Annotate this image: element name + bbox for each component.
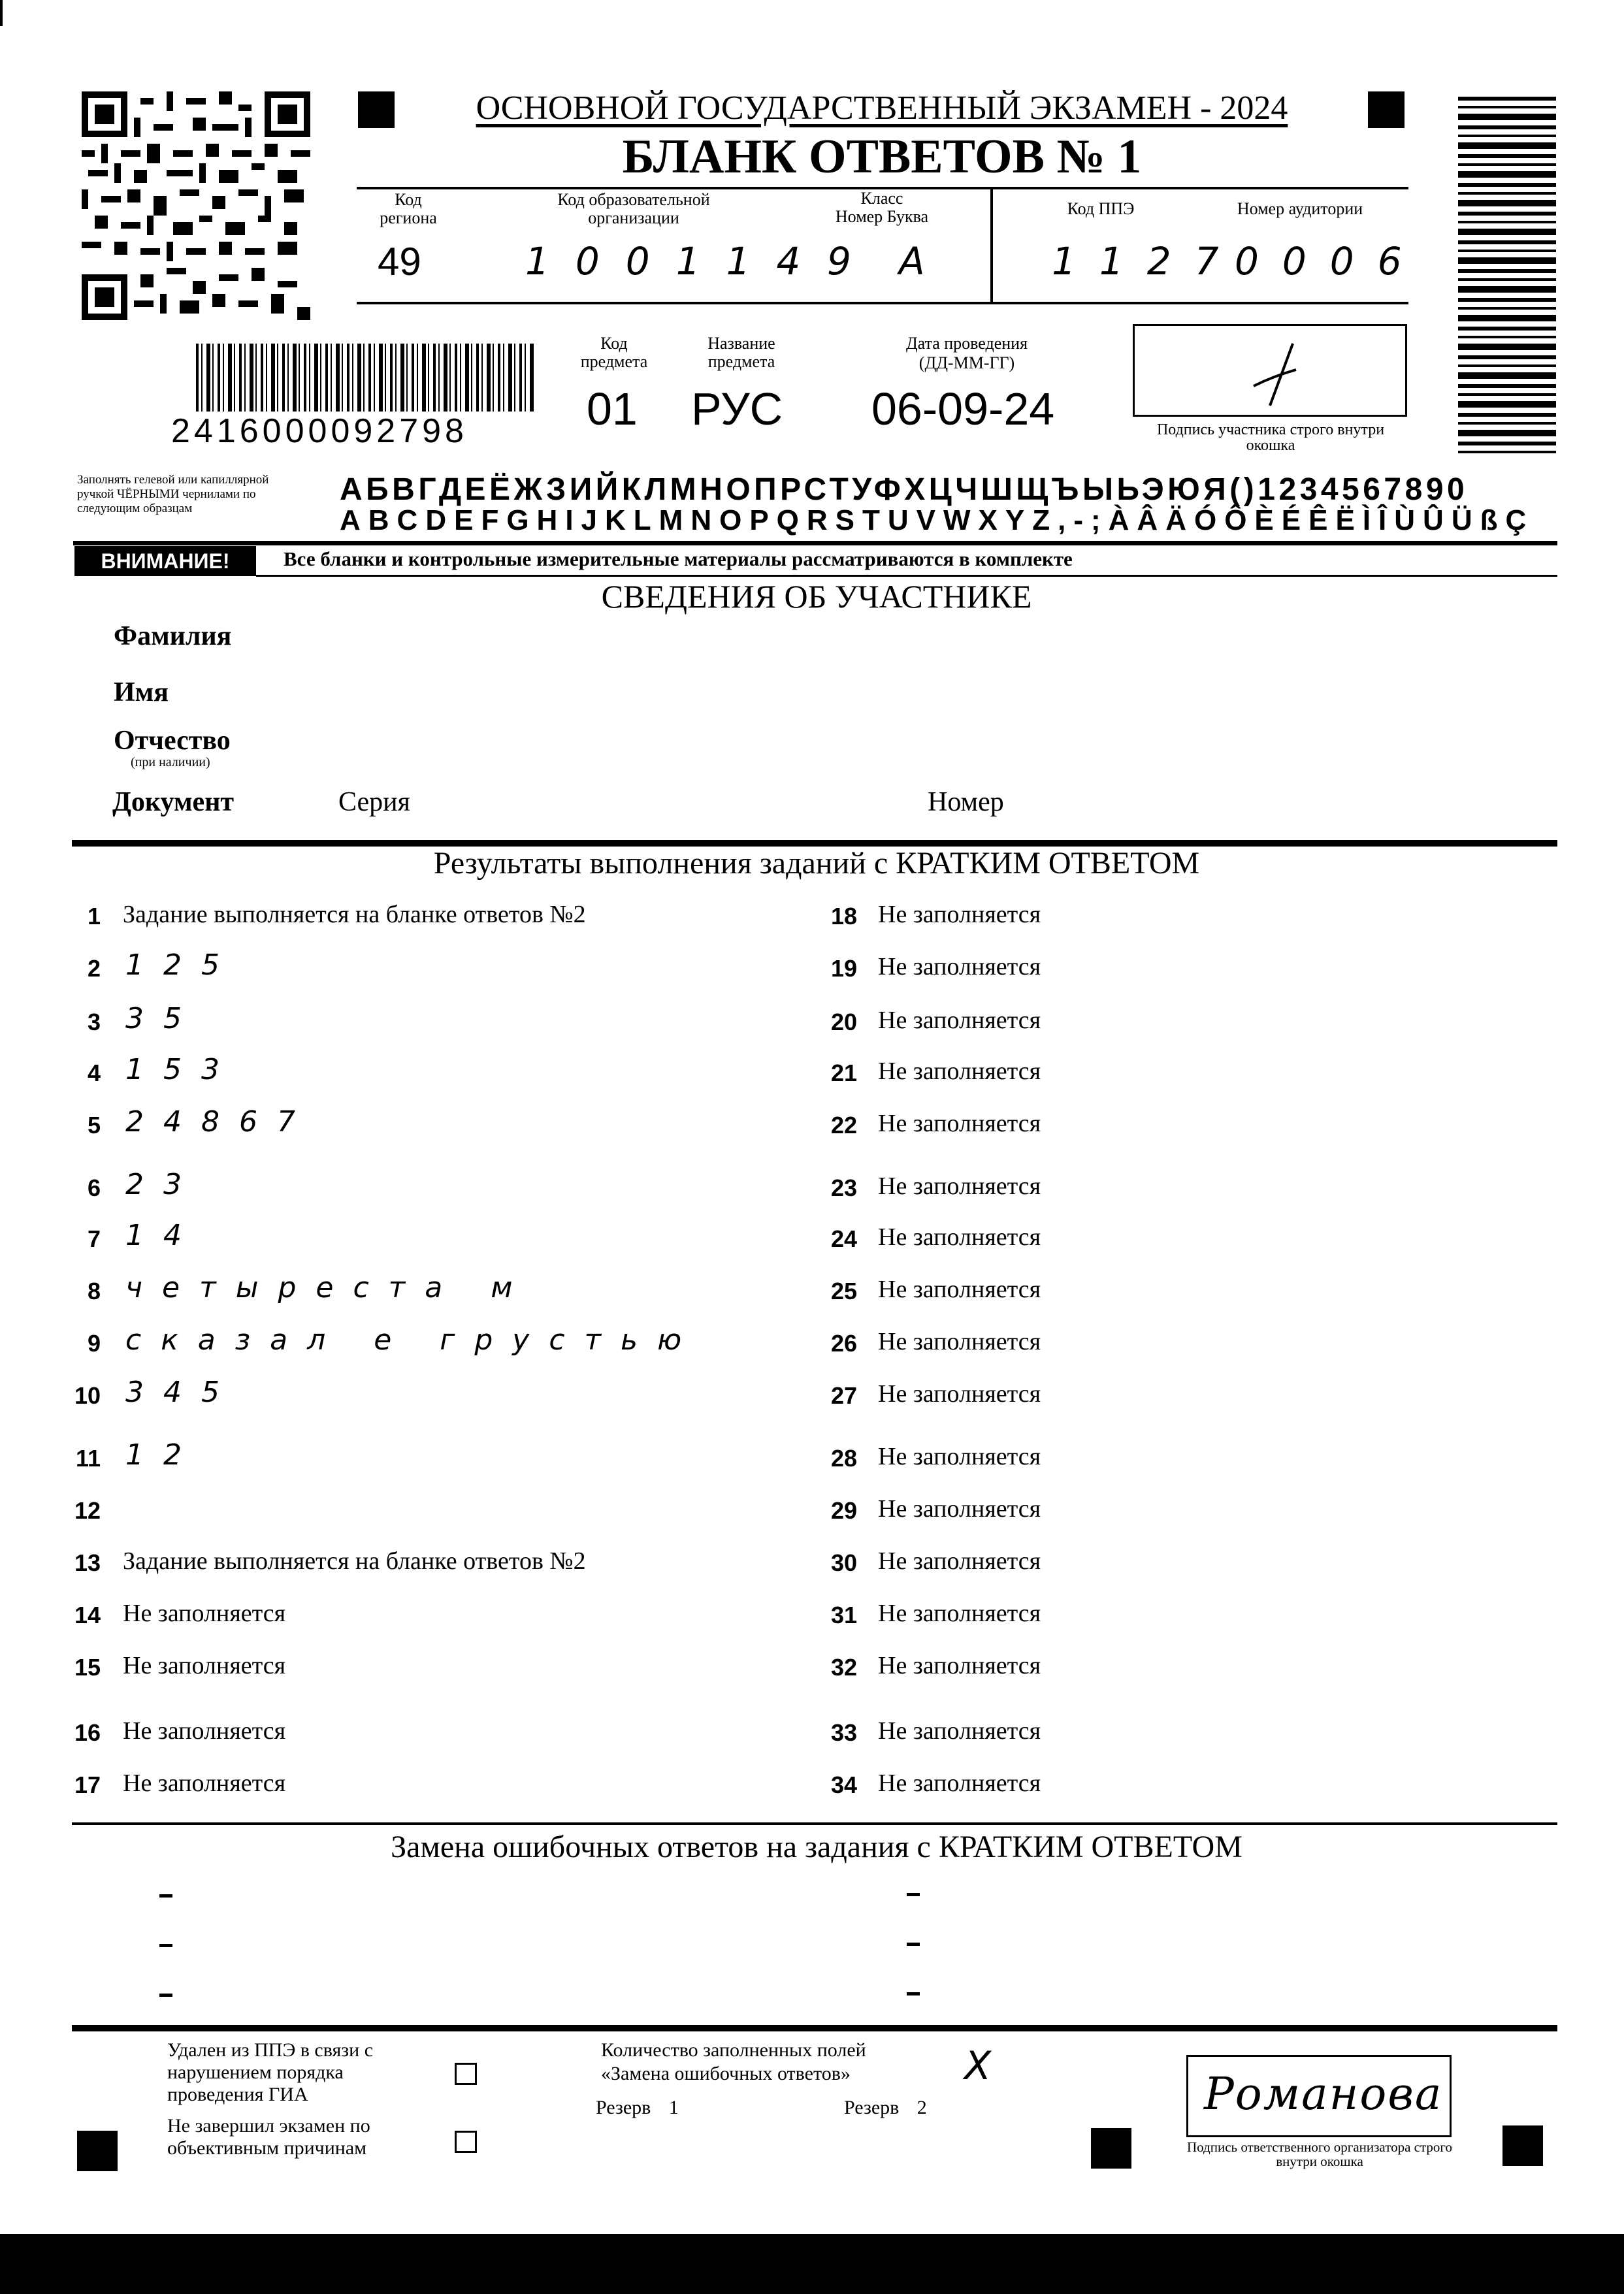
attention-badge: ВНИМАНИЕ! <box>74 546 256 576</box>
task-number: 25 <box>830 1278 857 1304</box>
task-status: Не заполняется <box>123 1652 286 1679</box>
sample-bottom-line <box>73 541 1557 545</box>
surname-label: Фамилия <box>114 621 232 651</box>
removed-label: Удален из ППЭ в связи с нарушением порядка проведения ГИА <box>167 2039 374 2105</box>
task-number: 26 <box>830 1330 857 1357</box>
document-label: Документ <box>112 787 235 817</box>
date-label-1: Дата проведения <box>905 334 1028 353</box>
task-number: 15 <box>74 1654 101 1681</box>
replacement-dash <box>907 1893 920 1896</box>
task-status: Не заполняется <box>878 1495 1041 1523</box>
task-number: 17 <box>74 1771 101 1798</box>
task-status: Не заполняется <box>123 1769 286 1797</box>
task-number: 30 <box>830 1549 857 1576</box>
task-answer: 345 <box>125 1376 239 1409</box>
not-finished-checkbox[interactable] <box>455 2131 477 2153</box>
task-number: 24 <box>830 1225 857 1252</box>
task-number: 1 <box>87 903 101 929</box>
task-status: Не заполняется <box>878 1276 1041 1303</box>
footer-top-line <box>72 2025 1557 2031</box>
task-status: Не заполняется <box>878 1600 1041 1627</box>
task-answer: 12 <box>125 1438 201 1472</box>
replacement-dash <box>159 1994 172 1997</box>
organizer-caption: Подпись ответственного организатора строго внутри окошка <box>1186 2139 1453 2169</box>
task-number: 5 <box>87 1112 101 1139</box>
task-answer: 35 <box>125 1002 201 1035</box>
task-number: 29 <box>830 1497 857 1524</box>
task-answer: 24867 <box>125 1105 315 1139</box>
form-title: БЛАНК ОТВЕТОВ № 1 <box>622 130 1142 184</box>
replacement-dash <box>159 1944 172 1947</box>
task-answer: четыреста м <box>125 1271 532 1304</box>
task-number: 22 <box>830 1112 857 1139</box>
task-status: Задание выполняется на бланке ответов №2 <box>123 1547 586 1575</box>
task-answer: 153 <box>125 1053 239 1086</box>
corner-marker-bottom-left <box>77 2131 118 2171</box>
not-finished-label: Не завершил экзамен по объективным причинам <box>167 2115 370 2159</box>
date-label-2: (ДД-ММ-ГГ) <box>918 353 1015 372</box>
ppe-label: Код ППЭ <box>1067 199 1135 218</box>
task-status: Не заполняется <box>878 953 1041 980</box>
corner-marker-bottom-mid <box>1091 2128 1131 2169</box>
task-status: Не заполняется <box>878 1717 1041 1745</box>
replacement-section-title: Замена ошибочных ответов на задания с КРАТКИМ ОТВЕТОМ <box>391 1830 1242 1864</box>
task-status: Не заполняется <box>878 1652 1041 1679</box>
patronymic-note: (при наличии) <box>131 755 210 769</box>
task-number: 20 <box>830 1009 857 1035</box>
class-number: 9 <box>827 239 869 283</box>
series-label: Серия <box>338 787 410 817</box>
removed-checkbox[interactable] <box>455 2063 477 2085</box>
task-answer: 23 <box>125 1168 201 1201</box>
task-status: Не заполняется <box>878 1110 1041 1137</box>
name-label: Имя <box>114 677 169 707</box>
task-number: 6 <box>87 1174 101 1201</box>
room-label: Номер аудитории <box>1237 199 1363 218</box>
task-status: Не заполняется <box>878 1380 1041 1408</box>
ppe-value: 1127 <box>1052 239 1242 283</box>
task-number: 31 <box>830 1602 857 1628</box>
subject-code-label: Код предмета <box>580 334 648 371</box>
org-value: 100114 <box>525 239 827 283</box>
replacement-dash <box>907 1992 920 1995</box>
results-section-title: Результаты выполнения заданий с КРАТКИМ ОТВЕТОМ <box>433 846 1200 880</box>
task-number: 27 <box>830 1382 857 1409</box>
task-status: Не заполняется <box>878 1007 1041 1034</box>
task-number: 10 <box>74 1382 101 1409</box>
count-value: X <box>964 2043 1010 2089</box>
class-label-1: Класс <box>860 189 903 208</box>
barcode <box>196 344 536 417</box>
organizer-signature: Романова <box>1204 2069 1443 2120</box>
subject-name-label: Название предмета <box>707 334 775 371</box>
count-label-2: «Замена ошибочных ответов» <box>601 2063 851 2084</box>
organizer-signature-box <box>1186 2055 1452 2137</box>
task-answer: 14 <box>125 1219 201 1252</box>
task-status: Задание выполняется на бланке ответов №2 <box>123 901 586 928</box>
region-label: Код региона <box>380 190 437 227</box>
barcode-number: 2416000092798 <box>171 412 537 451</box>
results-bottom-line <box>72 1822 1557 1825</box>
task-status: Не заполняется <box>878 1172 1041 1200</box>
task-number: 13 <box>74 1549 101 1576</box>
room-value: 0006 <box>1235 239 1425 283</box>
task-status: Не заполняется <box>878 1223 1041 1251</box>
attention-text: Все бланки и контрольные измерительные материалы рассматриваются в комплекте <box>284 547 1073 570</box>
date-value: 06-09-24 <box>871 383 1055 434</box>
participant-signature-box <box>1133 324 1407 417</box>
attention-bottom-line <box>256 575 1557 577</box>
task-number: 3 <box>87 1009 101 1035</box>
corner-marker-bottom-right <box>1502 2125 1543 2166</box>
side-barcode <box>1458 97 1556 456</box>
task-number: 33 <box>830 1719 857 1746</box>
task-number: 11 <box>75 1445 101 1472</box>
reg-divider <box>990 187 993 304</box>
bottom-black-strip <box>0 2234 1624 2294</box>
corner-marker-top-right <box>1368 91 1405 128</box>
qr-code <box>80 91 312 320</box>
task-number: 23 <box>830 1174 857 1201</box>
task-status: Не заполняется <box>878 1328 1041 1355</box>
task-status: Не заполняется <box>878 1443 1041 1470</box>
task-status: Не заполняется <box>878 1769 1041 1797</box>
participant-signature <box>1133 324 1407 417</box>
task-status: Не заполняется <box>878 1547 1041 1575</box>
task-status: Не заполняется <box>878 901 1041 928</box>
left-edge-line <box>0 0 3 26</box>
participant-section-title: СВЕДЕНИЯ ОБ УЧАСТНИКЕ <box>601 578 1032 615</box>
task-number: 9 <box>87 1330 101 1357</box>
exam-title: ОСНОВНОЙ ГОСУДАРСТВЕННЫЙ ЭКЗАМЕН - 2024 <box>476 89 1288 127</box>
replacement-dash <box>907 1943 920 1946</box>
sample-instruction: Заполнять гелевой или капиллярной ручкой ЧЁРНЫМИ чернилами по следующим образцам <box>77 473 269 515</box>
signature-caption: Подпись участника строго внутри окошка <box>1156 421 1385 454</box>
sample-row-1: АБВГДЕЁЖЗИЙКЛМНОПРСТУФХЦЧШЩЪЫЬЭЮЯ()1234567890 <box>340 472 1469 507</box>
task-number: 19 <box>830 955 857 982</box>
task-number: 16 <box>74 1719 101 1746</box>
sample-row-2: ABCDEFGHIJKLMNOPQRSTUVWXYZ,-;ÀÂÄÓÔÈÉÊËÌÎÙÛÜßÇ <box>340 504 1535 536</box>
task-number: 18 <box>830 903 857 929</box>
count-label-1: Количество заполненных полей <box>601 2039 866 2061</box>
class-label-2: Номер Буква <box>835 207 929 226</box>
class-letter: А <box>899 239 943 283</box>
number-label: Номер <box>928 787 1004 817</box>
task-number: 7 <box>87 1225 101 1252</box>
org-label: Код образовательной организации <box>557 190 710 227</box>
subject-name-value: РУС <box>691 383 783 434</box>
replacement-dash <box>159 1894 172 1898</box>
patronymic-label: Отчество <box>114 726 231 756</box>
reserve2-label: Резерв 2 <box>844 2097 927 2118</box>
task-number: 14 <box>74 1602 101 1628</box>
task-number: 32 <box>830 1654 857 1681</box>
task-number: 8 <box>87 1278 101 1304</box>
task-number: 34 <box>830 1771 857 1798</box>
corner-marker-top-left <box>358 91 395 128</box>
reg-bottom-line <box>357 302 1408 304</box>
region-value: 49 <box>378 240 421 283</box>
task-status: Не заполняется <box>878 1058 1041 1085</box>
task-answer: 125 <box>125 948 239 982</box>
subject-code-value: 01 <box>587 383 638 434</box>
task-answer: сказал е грустью <box>125 1323 702 1357</box>
task-number: 21 <box>830 1059 857 1086</box>
task-status: Не заполняется <box>123 1600 286 1627</box>
task-number: 4 <box>87 1059 101 1086</box>
task-status: Не заполняется <box>123 1717 286 1745</box>
reserve1-label: Резерв 1 <box>596 2097 679 2118</box>
task-number: 2 <box>87 955 101 982</box>
task-number: 12 <box>74 1497 101 1524</box>
task-number: 28 <box>830 1445 857 1472</box>
